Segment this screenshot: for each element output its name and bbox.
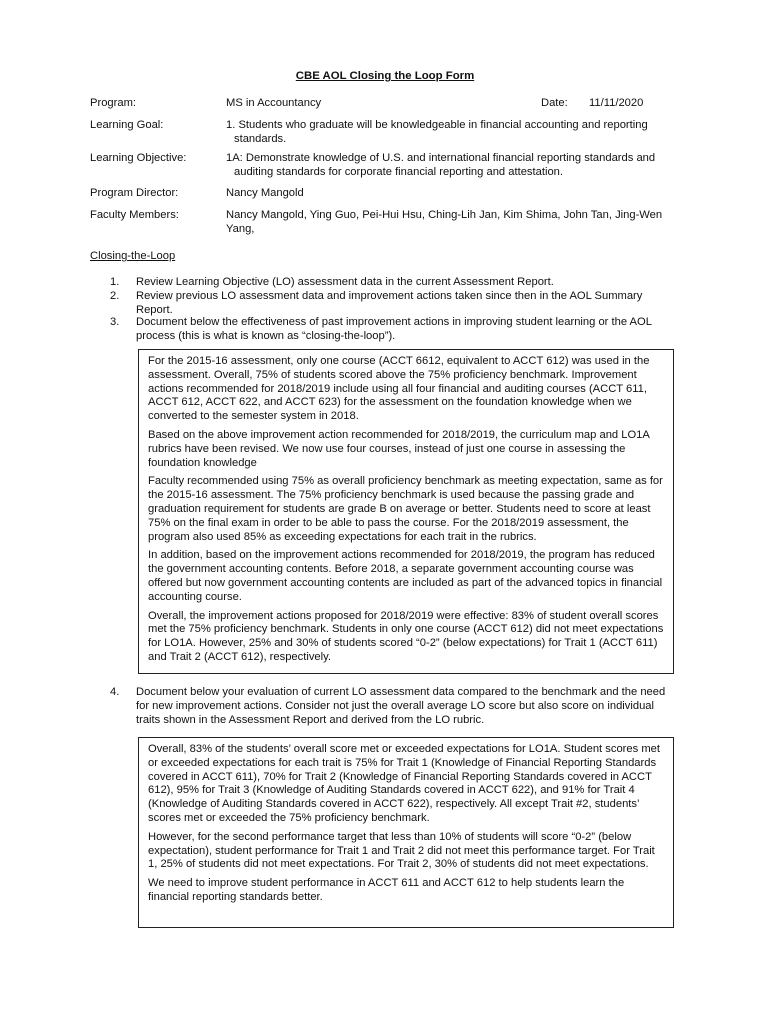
box-paragraph: Overall, 83% of the students’ overall score met or exceeded expectations for LO1A. Student scores met or exceeded expectations for each trait is 75% for Trait 1 (Knowledge of Financial Reporting Standards covered in ACCT 611), 70% for Trait 2 (Knowledge of Financial Reporting Standards covered in ACCT 612), 95% for Trait 3 (Knowledge of Auditing Standards covered in ACCT 622), and 91% for Trait 4 (Knowledge of Auditing Standards covered in ACCT 622), respectively. All except Trait #2, students’ scores met or exceeded the 75% proficiency benchmark. <box>148 743 660 824</box>
step-number: 3. <box>110 316 120 328</box>
learning-goal-label: Learning Goal: <box>90 119 164 131</box>
step-text: Review previous LO assessment data and improvement actions taken since then in the AOL Summary Report. <box>136 290 643 316</box>
date-label: Date: <box>541 97 568 109</box>
program-value: MS in Accountancy <box>226 97 322 109</box>
step-number: 1. <box>110 276 120 288</box>
evaluation-box <box>138 737 674 928</box>
box-paragraph: In addition, based on the improvement actions recommended for 2018/2019, the program has reduced the government accounting contents. Before 2018, a separate government accounting course was offered but now government accounting contents are included as part of the advanced topics in financial accounting course. <box>148 549 663 603</box>
step-item <box>110 686 676 727</box>
box-paragraph: We need to improve student performance in ACCT 611 and ACCT 612 to help students learn the financial reporting standards better. <box>148 877 625 903</box>
step-text: Review Learning Objective (LO) assessment data in the current Assessment Report. <box>136 276 554 288</box>
program-director-value: Nancy Mangold <box>226 187 304 199</box>
program-label: Program: <box>90 97 137 109</box>
box-paragraph: Faculty recommended using 75% as overall proficiency benchmark as meeting expectation, same as for the 2015-16 assessment. The 75% proficiency benchmark is used because the passing grade and graduation requirement for students are grade B on average or better. Students need to score at least 75% on the final exam in order to be able to pass the course. For the 2018/2019 assessment, the program also used 85% as exceeding expectations for each trait in the rubrics. <box>148 475 663 543</box>
section-heading: Closing-the-Loop <box>90 250 176 262</box>
learning-goal-value: 1. Students who graduate will be knowledgeable in financial accounting and reporting standards. <box>226 119 648 145</box>
box-paragraph: For the 2015-16 assessment, only one course (ACCT 6612, equivalent to ACCT 612) was used in the assessment. Overall, 75% of students scored above the 75% proficiency benchmark. Improvement actions recommended for 2018/2019 include using all four financial and auditing courses (ACCT 611, ACCT 612, ACCT 622, and ACCT 623) for the assessment on the foundation knowledge when we converted to the semester system in 2018. <box>148 355 650 423</box>
step-text: Document below the effectiveness of past improvement actions in improving student learning or the AOL process (this is what is known as “closing-the-loop”). <box>136 316 652 342</box>
step-item <box>110 290 676 318</box>
effectiveness-box <box>138 349 674 674</box>
box-paragraph: Based on the above improvement action recommended for 2018/2019, the curriculum map and LO1A rubrics have been revised. We now use four courses, instead of just one course in assessing the foundation knowledge <box>148 428 650 469</box>
program-director-label: Program Director: <box>90 187 179 199</box>
step-number: 4. <box>110 686 120 698</box>
box-paragraph: Overall, the improvement actions proposed for 2018/2019 were effective: 83% of student overall scores met the 75% proficiency benchmark. Students in only one course (ACCT 612) did not meet expectations for LO1A. However, 25% and 30% of students scored “0-2” (below expectations) for Trait 1 (ACCT 611) and Trait 2 (ACCT 612), respectively. <box>148 609 664 663</box>
date-value: 11/11/2020 <box>589 97 644 109</box>
step-item <box>110 316 676 344</box>
step-text: Document below your evaluation of current LO assessment data compared to the benchmark and the need for new improvement actions. Consider not just the overall average LO score but also score on individual traits shown in the Assessment Report and derived from the LO rubric. <box>136 686 666 726</box>
form-title: CBE AOL Closing the Loop Form <box>295 70 475 82</box>
learning-objective-value: 1A: Demonstrate knowledge of U.S. and international financial reporting standards and auditing standards for corporate financial reporting and attestation. <box>226 152 656 178</box>
box-paragraph: However, for the second performance target that less than 10% of students will score “0-2” (below expectation), student performance for Trait 1 and Trait 2 did not meet this performance target. For Trait 1, 25% of students did not meet expectations. For Trait 2, 30% of students did not meet expectations. <box>148 830 655 871</box>
step-item <box>110 276 676 290</box>
learning-objective-label: Learning Objective: <box>90 152 187 164</box>
step-number: 2. <box>110 290 120 302</box>
faculty-members-value: Nancy Mangold, Ying Guo, Pei-Hui Hsu, Ching-Lih Jan, Kim Shima, John Tan, Jing-Wen Yang, <box>226 209 663 235</box>
faculty-members-label: Faculty Members: <box>90 209 179 221</box>
